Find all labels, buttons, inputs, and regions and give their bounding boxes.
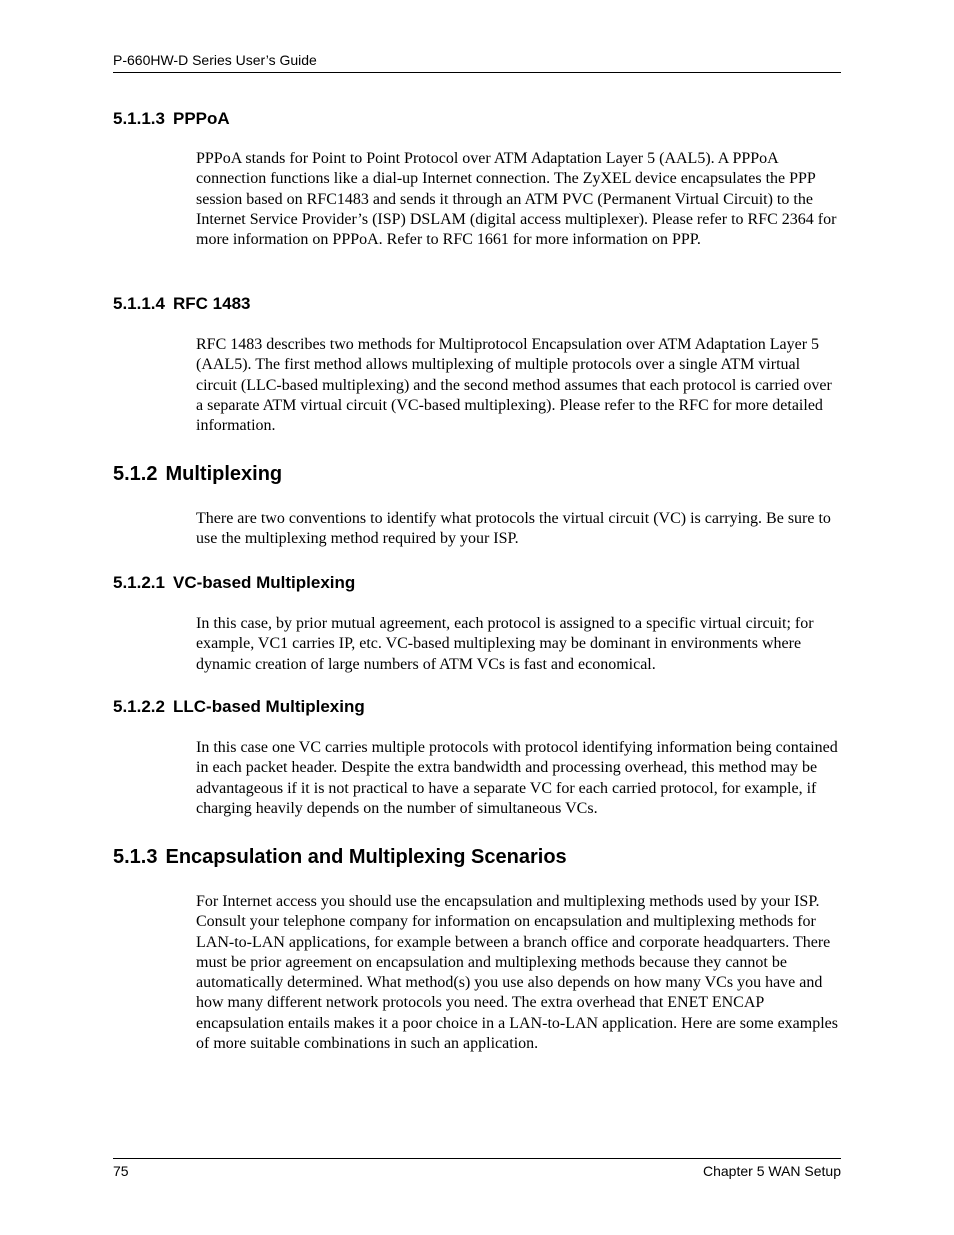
page-header bbox=[113, 50, 841, 73]
heading-pppoa bbox=[113, 108, 230, 130]
section-number: 5.1.1.4 bbox=[113, 294, 165, 313]
guide-title: P-660HW-D Series User’s Guide bbox=[113, 52, 317, 68]
section-number: 5.1.2.1 bbox=[113, 573, 165, 592]
section-number: 5.1.1.3 bbox=[113, 109, 165, 128]
paragraph-vc-based: In this case, by prior mutual agreement, each protocol is assigned to a specific virtual circuit; for example, VC1 carries IP, etc. VC-based multiplexing may be dominant in environments where dynamic creation of large numbers of ATM VCs is fast and economical. bbox=[196, 615, 814, 673]
heading-multiplexing bbox=[113, 461, 282, 487]
paragraph-scenarios: For Internet access you should use the encapsulation and multiplexing methods used by your ISP. Consult your telephone company for information on encapsulation and multiplexing methods for LAN-to-LAN applications, for example between a branch office and corporate headquarters. There must be prior agreement on encapsulation and multiplexing methods because they cannot be automatically determined. What method(s) you use also depends on how many VCs you have and how many different network protocols you need. The extra overhead that ENET ENCAP encapsulation entails makes it a poor choice in a LAN-to-LAN application. Here are some examples of more suitable combinations in such an application. bbox=[196, 893, 838, 1053]
section-number: 5.1.3 bbox=[113, 846, 158, 868]
paragraph-pppoa: PPPoA stands for Point to Point Protocol over ATM Adaptation Layer 5 (AAL5). A PPPoA connection functions like a dial-up Internet connection. The ZyXEL device encapsulates the PPP session based on RFC1483 and sends it through an ATM PVC (Permanent Virtual Circuit) to the Internet Service Provider’s (ISP) DSLAM (digital access multiplexer). Please refer to RFC 2364 for more information on PPPoA. Refer to RFC 1661 for more information on PPP. bbox=[196, 150, 837, 249]
section-number: 5.1.2 bbox=[113, 463, 158, 485]
page-number: 75 bbox=[113, 1163, 129, 1179]
paragraph-multiplexing: There are two conventions to identify what protocols the virtual circuit (VC) is carrying. Be sure to use the multiplexing method required by your ISP. bbox=[196, 510, 831, 548]
section-title: Encapsulation and Multiplexing Scenarios bbox=[165, 846, 567, 868]
section-title: LLC-based Multiplexing bbox=[173, 697, 365, 716]
chapter-title: Chapter 5 WAN Setup bbox=[703, 1163, 841, 1179]
section-title: Multiplexing bbox=[165, 463, 283, 485]
heading-vc-based bbox=[113, 572, 355, 594]
heading-rfc1483 bbox=[113, 293, 250, 315]
heading-scenarios bbox=[113, 844, 567, 870]
section-title: RFC 1483 bbox=[173, 294, 251, 313]
section-number: 5.1.2.2 bbox=[113, 697, 165, 716]
heading-llc-based bbox=[113, 696, 365, 718]
paragraph-rfc1483: RFC 1483 describes two methods for Multiprotocol Encapsulation over ATM Adaptation Layer 5 (AAL5). The first method allows multiplexing of multiple protocols over a single ATM virtual circuit (LLC-based multiplexing) and the second method assumes that each protocol is carried over a separate ATM virtual circuit (VC-based multiplexing). Please refer to the RFC for more detailed information. bbox=[196, 336, 832, 435]
page-footer bbox=[113, 1158, 841, 1181]
paragraph-llc-based: In this case one VC carries multiple protocols with protocol identifying information being contained in each packet header. Despite the extra bandwidth and processing overhead, this method may be advantageous if it is not practical to have a separate VC for each carried protocol, for example, if charging heavily depends on the number of simultaneous VCs. bbox=[196, 739, 838, 817]
section-title: VC-based Multiplexing bbox=[173, 573, 356, 592]
section-title: PPPoA bbox=[173, 109, 230, 128]
